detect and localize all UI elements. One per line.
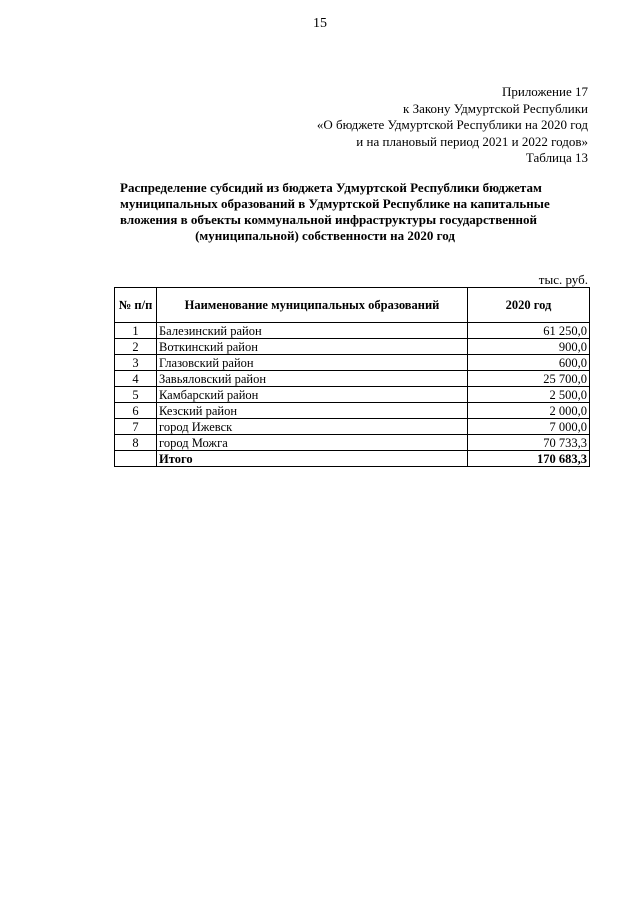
row-number: 5 xyxy=(115,387,157,403)
document-title xyxy=(120,180,550,244)
appendix-line: и на плановый период 2021 и 2022 годов» xyxy=(356,133,588,149)
row-number: 4 xyxy=(115,371,157,387)
header-number: № п/п xyxy=(115,288,157,323)
row-number: 7 xyxy=(115,419,157,435)
table-row xyxy=(115,435,590,451)
row-name: Глазовский район xyxy=(157,355,468,371)
total-value: 170 683,3 xyxy=(468,451,590,467)
total-number xyxy=(115,451,157,467)
row-value: 2 000,0 xyxy=(468,403,590,419)
row-name: Камбарский район xyxy=(157,387,468,403)
appendix-line: Таблица 13 xyxy=(525,150,588,165)
header-name: Наименование муниципальных образований xyxy=(157,288,468,323)
table-row xyxy=(115,339,590,355)
appendix-line: к Закону Удмуртской Республики xyxy=(403,100,588,116)
row-name: Кезский район xyxy=(157,403,468,419)
title-line: (муниципальной) собственности на 2020 год xyxy=(195,228,455,243)
row-number: 2 xyxy=(115,339,157,355)
header-value: 2020 год xyxy=(468,288,590,323)
units-label: тыс. руб. xyxy=(538,272,588,287)
row-number: 3 xyxy=(115,355,157,371)
row-value: 61 250,0 xyxy=(468,323,590,339)
subsidy-table xyxy=(114,287,590,467)
row-name: Балезинский район xyxy=(157,323,468,339)
table-row xyxy=(115,387,590,403)
row-name: Завьяловский район xyxy=(157,371,468,387)
title-line: вложения в объекты коммунальной инфраструктуры государственной xyxy=(120,212,537,227)
table-row xyxy=(115,323,590,339)
appendix-line: «О бюджете Удмуртской Республики на 2020 год xyxy=(316,117,588,132)
row-value: 25 700,0 xyxy=(468,371,590,387)
page-number: 15 xyxy=(313,16,327,31)
row-value: 600,0 xyxy=(468,355,590,371)
title-line: Распределение субсидий из бюджета Удмуртской Республики бюджетам xyxy=(120,180,542,195)
table-row xyxy=(115,419,590,435)
table-row xyxy=(115,371,590,387)
row-value: 2 500,0 xyxy=(468,387,590,403)
row-name: город Ижевск xyxy=(157,419,468,435)
table-row xyxy=(115,403,590,419)
row-number: 6 xyxy=(115,403,157,419)
title-line: муниципальных образований в Удмуртской Республике на капитальные xyxy=(120,196,550,211)
row-value: 7 000,0 xyxy=(468,419,590,435)
row-number: 1 xyxy=(115,323,157,339)
appendix-line: Приложение 17 xyxy=(501,84,588,99)
table-total-row xyxy=(115,451,590,467)
row-name: город Можга xyxy=(157,435,468,451)
appendix-block xyxy=(317,84,588,167)
total-label: Итого xyxy=(157,451,468,467)
row-number: 8 xyxy=(115,435,157,451)
table-row xyxy=(115,355,590,371)
table-header-row xyxy=(115,288,590,323)
row-name: Воткинский район xyxy=(157,339,468,355)
row-value: 900,0 xyxy=(468,339,590,355)
row-value: 70 733,3 xyxy=(468,435,590,451)
